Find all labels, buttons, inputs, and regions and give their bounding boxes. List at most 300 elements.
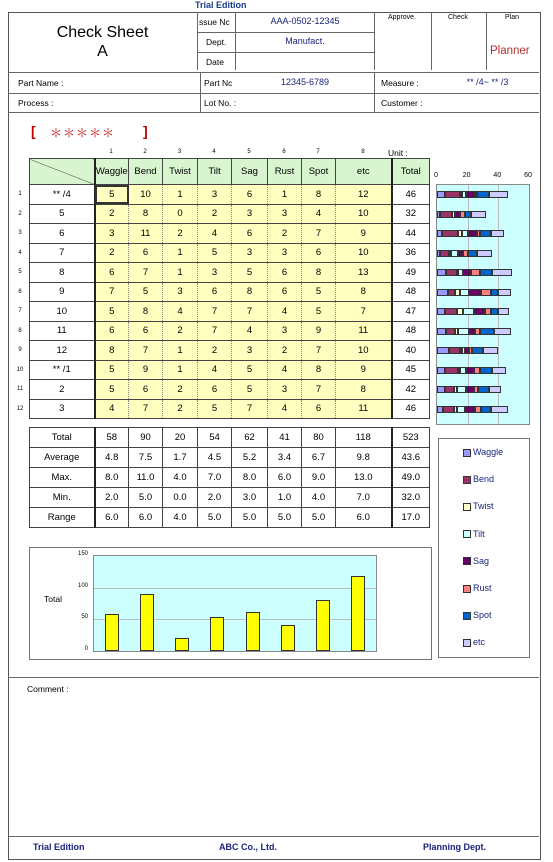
data-cell[interactable]: 10	[336, 243, 392, 263]
data-cell[interactable]: 5	[302, 282, 336, 302]
data-cell[interactable]: 3	[268, 380, 302, 400]
row-number: 4	[18, 249, 22, 256]
col-header: etc	[336, 159, 392, 185]
total-bar	[351, 576, 365, 651]
stacked-bar-segment	[458, 328, 469, 335]
data-cell[interactable]: 7	[129, 399, 163, 419]
data-cell[interactable]: 5	[198, 399, 232, 419]
data-cell[interactable]: 2	[163, 380, 198, 400]
row-number: 3	[18, 230, 22, 236]
data-cell[interactable]: 9	[302, 321, 336, 341]
bar-axis-tick: 20	[462, 172, 471, 179]
data-cell[interactable]: 7	[95, 282, 129, 302]
data-cell[interactable]: 8	[232, 282, 268, 302]
data-cell[interactable]: 3	[268, 204, 302, 224]
data-cell[interactable]: 11	[336, 399, 392, 419]
data-cell[interactable]: 6	[129, 243, 163, 263]
stacked-bar-segment	[466, 367, 474, 374]
data-cell[interactable]: 9	[336, 224, 392, 244]
data-cell[interactable]: 3	[198, 185, 232, 205]
stacked-bar-segment	[478, 386, 489, 393]
total-chart-ytick: 0	[84, 646, 88, 652]
table-row	[30, 243, 430, 263]
stats-total: 32.0	[392, 488, 430, 508]
data-cell[interactable]: 5	[95, 360, 129, 380]
stacked-bar-segment	[437, 347, 449, 354]
data-cell[interactable]: 7	[232, 399, 268, 419]
stacked-bar-segment	[481, 289, 490, 296]
row-label: 9	[30, 282, 95, 302]
data-cell[interactable]: 3	[232, 204, 268, 224]
data-cell[interactable]: 7	[232, 302, 268, 322]
legend-label: Twist	[473, 501, 494, 512]
table-row	[30, 341, 430, 361]
table-row	[30, 263, 430, 283]
stacked-bar-segment	[437, 386, 445, 393]
row-label: 7	[30, 243, 95, 263]
stats-cell: 118	[336, 428, 392, 448]
customer-label: Customer :	[381, 98, 423, 108]
data-cell[interactable]: 4	[232, 321, 268, 341]
legend-label: etc	[473, 637, 486, 648]
stats-cell: 2.0	[95, 488, 129, 508]
stacked-bar-segment	[465, 406, 476, 413]
data-cell[interactable]: 1	[163, 341, 198, 361]
data-cell[interactable]: 4	[268, 399, 302, 419]
data-cell[interactable]: 3	[232, 341, 268, 361]
col-header: Bend	[129, 159, 163, 185]
legend-label: Spot	[473, 610, 492, 621]
data-cell[interactable]: 6	[129, 321, 163, 341]
stacked-bar-segment	[445, 386, 454, 393]
corner-cell	[30, 159, 95, 185]
legend-label: Bend	[473, 474, 495, 485]
stats-cell: 5.2	[232, 448, 268, 468]
column-number: 8	[361, 149, 365, 155]
column-number: 3	[177, 149, 182, 155]
stacked-bar-segment	[446, 269, 457, 276]
stacked-bar-segment	[480, 328, 494, 335]
part-no-value[interactable]: 12345-6789	[280, 77, 330, 87]
stacked-bar-segment	[460, 289, 469, 296]
marker-bracket-close: ]	[143, 123, 148, 139]
legend-item	[463, 637, 485, 647]
trial-edition-top: Trial Edition	[195, 0, 247, 10]
total-bar	[175, 638, 189, 651]
stacked-bar-segment	[445, 191, 460, 198]
data-cell[interactable]: 4	[302, 204, 336, 224]
measure-value[interactable]: ** /4~ ** /3	[466, 77, 509, 87]
stacked-bar-segment	[442, 230, 459, 237]
column-number: 1	[109, 149, 113, 155]
stats-label: Range	[30, 508, 95, 528]
row-total: 32	[392, 204, 430, 224]
total-chart-ytick: 100	[77, 582, 88, 589]
data-cell[interactable]: 6	[232, 185, 268, 205]
data-cell[interactable]: 5	[95, 185, 129, 205]
data-cell[interactable]: 11	[129, 224, 163, 244]
data-cell[interactable]: 8	[302, 185, 336, 205]
stacked-bar-segment	[489, 386, 501, 393]
table-row	[30, 380, 430, 400]
stats-cell: 7.5	[129, 448, 163, 468]
stats-cell: 5.0	[232, 508, 268, 528]
row-label: ** /1	[30, 360, 95, 380]
stacked-bar-segment	[437, 328, 446, 335]
stats-cell: 4.5	[198, 448, 232, 468]
row-number: 9	[18, 347, 22, 353]
date-label: Date	[206, 57, 224, 67]
stacked-bar-segment	[492, 367, 506, 374]
col-header: Sag	[232, 159, 268, 185]
data-cell[interactable]: 3	[163, 282, 198, 302]
data-cell[interactable]: 5	[232, 380, 268, 400]
data-cell[interactable]: 8	[302, 360, 336, 380]
process-label: Process :	[18, 98, 54, 108]
stacked-bar-segment	[491, 289, 499, 296]
stats-cell: 9.0	[302, 468, 336, 488]
data-cell[interactable]: 4	[163, 302, 198, 322]
data-cell[interactable]: 2	[163, 321, 198, 341]
stacked-bar-segment	[445, 308, 457, 315]
data-cell[interactable]: 5	[198, 243, 232, 263]
stats-cell: 3.4	[268, 448, 302, 468]
approve-label: Approve.	[388, 14, 417, 21]
row-total: 46	[392, 185, 430, 205]
total-bar	[316, 600, 330, 651]
row-label: 8	[30, 263, 95, 283]
data-cell[interactable]: 8	[302, 263, 336, 283]
legend	[438, 438, 530, 658]
stats-cell: 5.0	[302, 508, 336, 528]
column-number: 4	[212, 149, 216, 155]
stacked-bar-segment	[468, 250, 477, 257]
stacked-bar-segment	[440, 250, 449, 257]
col-header-total: Total	[392, 159, 430, 185]
data-cell[interactable]: 8	[129, 302, 163, 322]
stats-label: Min.	[30, 488, 95, 508]
stacked-bar-segment	[498, 289, 510, 296]
stacked-bar-segment	[491, 308, 499, 315]
stats-row	[30, 488, 430, 508]
stats-cell: 8.0	[95, 468, 129, 488]
part-name-label: Part Name :	[18, 78, 64, 88]
row-label: 3	[30, 399, 95, 419]
stacked-bar-segment	[477, 250, 492, 257]
data-cell[interactable]: 4	[268, 302, 302, 322]
stacked-bar-segment	[446, 328, 455, 335]
stacked-bar-segment	[477, 191, 489, 198]
legend-swatch	[463, 585, 471, 593]
issue-label: ssue Nc	[199, 17, 230, 27]
stacked-bar-chart	[436, 184, 530, 425]
stats-label: Total	[30, 428, 95, 448]
stacked-bar-segment	[483, 347, 498, 354]
data-cell[interactable]: 7	[198, 302, 232, 322]
data-cell[interactable]: 0	[163, 204, 198, 224]
bar-axis-tick: 0	[434, 172, 438, 179]
row-number: 1	[18, 191, 22, 197]
data-cell[interactable]: 6	[129, 380, 163, 400]
dept-label: Dept.	[206, 37, 227, 47]
col-header: Rust	[268, 159, 302, 185]
data-cell[interactable]: 7	[129, 263, 163, 283]
table-row	[30, 224, 430, 244]
row-number: 2	[18, 210, 22, 217]
sheet-title-line1: Check Sheet	[56, 24, 149, 41]
stats-cell: 8.0	[232, 468, 268, 488]
measure-label: Measure :	[381, 78, 419, 88]
stats-cell: 5.0	[268, 508, 302, 528]
stacked-bar-segment	[457, 406, 465, 413]
stats-cell: 9.8	[336, 448, 392, 468]
data-cell[interactable]: 5	[95, 380, 129, 400]
stacked-bar-segment	[449, 347, 460, 354]
data-cell[interactable]: 9	[336, 360, 392, 380]
data-cell[interactable]: 13	[336, 263, 392, 283]
data-cell[interactable]: 2	[268, 224, 302, 244]
data-cell[interactable]: 8	[336, 282, 392, 302]
data-cell[interactable]: 6	[302, 399, 336, 419]
legend-swatch	[463, 557, 471, 565]
col-header: Waggle	[95, 159, 129, 185]
data-cell[interactable]: 10	[336, 204, 392, 224]
stacked-bar-segment	[468, 230, 477, 237]
dept-value[interactable]: Manufact.	[285, 36, 325, 46]
legend-item	[463, 447, 503, 457]
row-number: 7	[18, 308, 22, 314]
data-cell[interactable]: 5	[302, 302, 336, 322]
total-chart-plot	[93, 555, 377, 652]
row-number: 5	[18, 269, 22, 275]
data-cell[interactable]: 6	[198, 282, 232, 302]
row-number: 11	[16, 386, 24, 392]
data-cell[interactable]: 1	[163, 263, 198, 283]
part-no-label: Part Nc	[204, 78, 233, 88]
column-number: 2	[143, 149, 147, 155]
row-number: 8	[18, 327, 22, 334]
stacked-bar-segment	[494, 328, 511, 335]
stats-row	[30, 448, 430, 468]
row-label: 11	[30, 321, 95, 341]
data-cell[interactable]: 6	[268, 282, 302, 302]
data-cell[interactable]: 12	[336, 185, 392, 205]
stacked-bar-segment	[437, 289, 448, 296]
sheet-title-line2: A	[97, 43, 108, 60]
data-cell[interactable]: 4	[95, 399, 129, 419]
data-cell[interactable]: 5	[232, 360, 268, 380]
data-cell[interactable]: 7	[129, 341, 163, 361]
stats-cell: 2.0	[198, 488, 232, 508]
data-cell[interactable]: 1	[163, 185, 198, 205]
stats-label: Max.	[30, 468, 95, 488]
data-cell[interactable]: 7	[302, 341, 336, 361]
stats-cell: 3.0	[232, 488, 268, 508]
data-cell[interactable]: 3	[268, 243, 302, 263]
table-row	[30, 399, 430, 419]
row-label: 12	[30, 341, 95, 361]
table-row	[30, 204, 430, 224]
column-number: 5	[247, 149, 251, 155]
footer-company: ABC Co., Ltd.	[219, 842, 277, 852]
stats-cell: 6.0	[95, 508, 129, 528]
unit-label: Unit :	[388, 148, 408, 158]
data-cell[interactable]: 1	[163, 360, 198, 380]
stats-cell: 90	[129, 428, 163, 448]
stats-row	[30, 468, 430, 488]
data-cell[interactable]: 2	[198, 204, 232, 224]
data-cell[interactable]: 7	[198, 321, 232, 341]
stats-cell: 62	[232, 428, 268, 448]
stats-cell: 11.0	[129, 468, 163, 488]
data-cell[interactable]: 2	[95, 204, 129, 224]
data-cell[interactable]: 10	[336, 341, 392, 361]
data-cell[interactable]: 2	[268, 341, 302, 361]
legend-swatch	[463, 639, 471, 647]
stacked-bar-segment	[437, 367, 445, 374]
table-row	[30, 282, 430, 302]
data-cell[interactable]: 6	[232, 224, 268, 244]
legend-swatch	[463, 503, 471, 511]
data-cell[interactable]: 3	[268, 321, 302, 341]
bar-axis-tick: 60	[524, 172, 532, 179]
date-value[interactable]	[236, 56, 374, 68]
row-number: 12	[16, 405, 24, 412]
stacked-bar-segment	[437, 191, 445, 198]
data-cell[interactable]: 6	[198, 380, 232, 400]
data-cell[interactable]: 8	[129, 204, 163, 224]
legend-label: Tilt	[473, 528, 485, 539]
table-row	[30, 321, 430, 341]
data-cell[interactable]: 7	[302, 224, 336, 244]
stats-cell: 6.7	[302, 448, 336, 468]
stacked-bar-segment	[463, 308, 474, 315]
lot-label: Lot No. :	[204, 98, 237, 108]
stats-cell: 4.0	[302, 488, 336, 508]
stats-cell: 41	[268, 428, 302, 448]
data-cell[interactable]: 2	[163, 399, 198, 419]
stats-cell: 1.0	[268, 488, 302, 508]
data-cell[interactable]: 7	[302, 380, 336, 400]
row-total: 47	[392, 302, 430, 322]
stacked-bar-segment	[443, 406, 454, 413]
stats-total: 523	[392, 428, 430, 448]
comment-area[interactable]	[20, 698, 530, 828]
total-bar	[281, 625, 295, 651]
data-cell[interactable]: 10	[129, 185, 163, 205]
marker-bracket-open: [	[31, 123, 36, 139]
data-cell[interactable]: 9	[129, 360, 163, 380]
stacked-bar-segment	[480, 230, 491, 237]
col-header: Spot	[302, 159, 336, 185]
data-cell[interactable]: 8	[95, 341, 129, 361]
column-number: 7	[316, 149, 320, 155]
marker-stars: ＊＊＊＊＊	[50, 126, 116, 140]
stacked-bar-segment	[481, 406, 490, 413]
data-cell[interactable]: 2	[95, 243, 129, 263]
legend-swatch	[463, 449, 471, 457]
stats-cell: 0.0	[163, 488, 198, 508]
stacked-bar-segment	[474, 308, 485, 315]
stacked-bar-segment	[489, 191, 507, 198]
column-number: 6	[282, 149, 286, 155]
data-cell[interactable]: 5	[232, 263, 268, 283]
data-cell[interactable]: 3	[198, 263, 232, 283]
row-label: 10	[30, 302, 95, 322]
check-table	[29, 158, 430, 419]
row-number: 10	[16, 366, 24, 373]
col-header: Twist	[163, 159, 198, 185]
plan-label: Plan	[505, 14, 520, 21]
data-cell[interactable]: 3	[95, 224, 129, 244]
issue-value[interactable]: AAA-0502-12345	[270, 16, 340, 26]
stacked-bar-segment	[471, 269, 480, 276]
data-cell[interactable]: 7	[336, 302, 392, 322]
stats-cell: 13.0	[336, 468, 392, 488]
data-cell[interactable]: 2	[198, 341, 232, 361]
legend-item	[463, 610, 492, 620]
table-row	[30, 360, 430, 380]
stats-total: 43.6	[392, 448, 430, 468]
bar-axis-tick: 40	[493, 172, 502, 179]
data-cell[interactable]: 1	[163, 243, 198, 263]
stacked-bar-segment	[472, 347, 483, 354]
data-cell[interactable]: 6	[95, 321, 129, 341]
stats-row	[30, 428, 430, 448]
data-cell[interactable]: 3	[232, 243, 268, 263]
data-cell[interactable]: 6	[95, 263, 129, 283]
comment-label: Comment :	[27, 684, 69, 694]
data-cell[interactable]: 1	[268, 185, 302, 205]
data-cell[interactable]: 2	[163, 224, 198, 244]
plan-stamp: Planner	[490, 45, 530, 57]
stats-cell: 54	[198, 428, 232, 448]
stats-cell: 6.0	[129, 508, 163, 528]
stats-cell: 58	[95, 428, 129, 448]
data-cell[interactable]: 4	[198, 360, 232, 380]
stacked-bar-segment	[491, 230, 505, 237]
row-total: 40	[392, 341, 430, 361]
total-chart-ytick: 50	[81, 614, 88, 621]
data-cell[interactable]: 6	[302, 243, 336, 263]
stats-cell: 4.0	[163, 508, 198, 528]
footer-dept: Planning Dept.	[423, 842, 486, 852]
data-cell[interactable]: 4	[268, 360, 302, 380]
data-cell[interactable]: 5	[95, 302, 129, 322]
footer-trial-edition: Trial Edition	[33, 842, 85, 852]
stacked-bar-segment	[480, 269, 492, 276]
stats-cell: 80	[302, 428, 336, 448]
stats-cell: 20	[163, 428, 198, 448]
data-cell[interactable]: 5	[129, 282, 163, 302]
legend-item	[463, 474, 494, 484]
data-cell[interactable]: 6	[268, 263, 302, 283]
row-total: 36	[392, 243, 430, 263]
stats-cell: 7.0	[336, 488, 392, 508]
row-total: 49	[392, 263, 430, 283]
legend-label: Waggle	[473, 447, 504, 457]
stats-total: 49.0	[392, 468, 430, 488]
col-header: Tilt	[198, 159, 232, 185]
stats-cell: 4.8	[95, 448, 129, 468]
data-cell[interactable]: 8	[336, 380, 392, 400]
data-cell[interactable]: 4	[198, 224, 232, 244]
legend-swatch	[463, 476, 471, 484]
table-row	[30, 302, 430, 322]
stats-table	[29, 427, 430, 528]
legend-item	[463, 556, 489, 566]
data-cell[interactable]: 11	[336, 321, 392, 341]
